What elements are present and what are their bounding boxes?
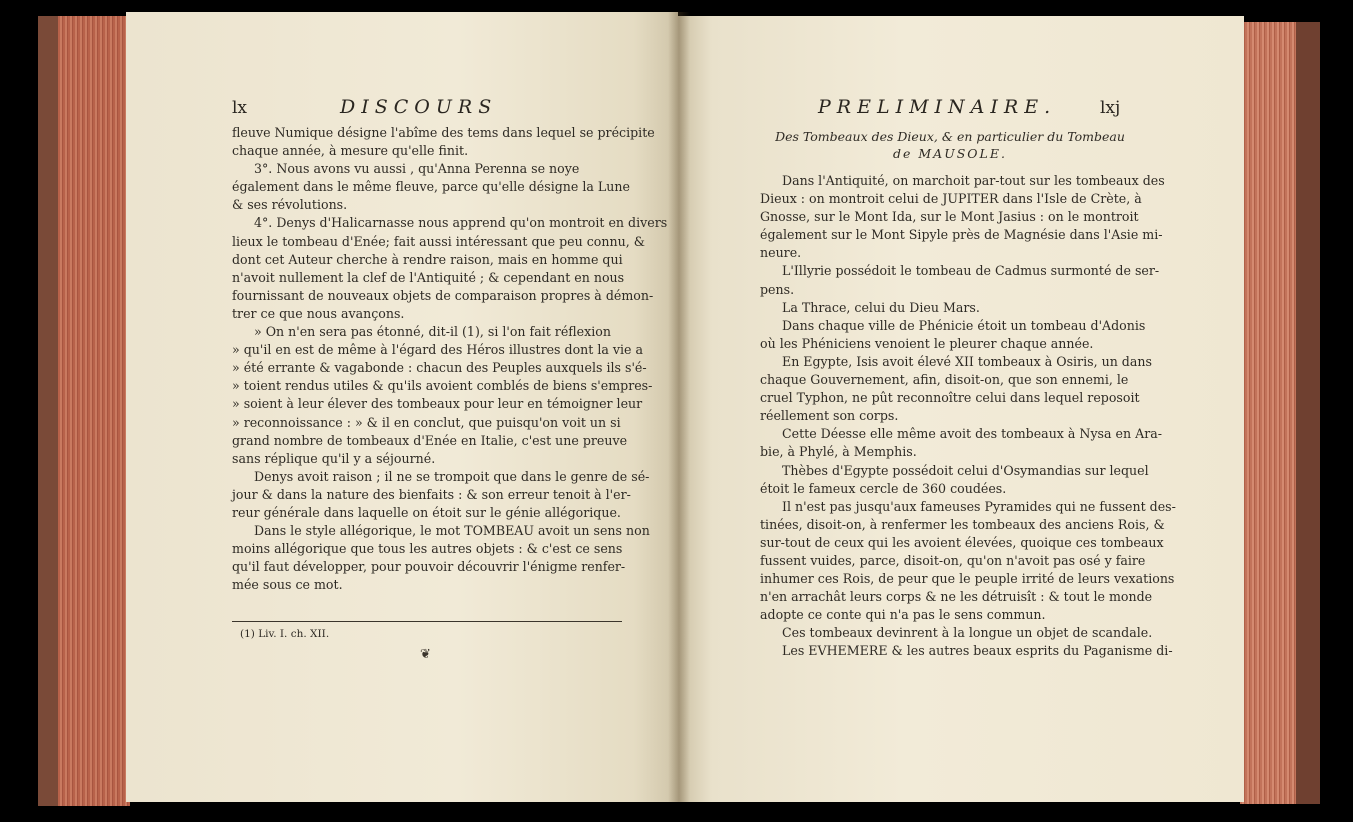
left-line: » reconnoissance : » & il en conclut, que puisqu'on voit un si — [232, 414, 621, 430]
section-title-line1: Des Tombeaux des Dieux, & en particulier du Tombeau — [775, 129, 1125, 144]
ornament-icon: ❦ — [420, 647, 431, 662]
right-line: L'Illyrie possédoit le tombeau de Cadmus surmonté de ser- — [782, 263, 1160, 279]
left-line: chaque année, à mesure qu'elle finit. — [232, 143, 469, 159]
left-page-number: lx — [232, 98, 248, 118]
left-line: sans réplique qu'il y a séjourné. — [232, 450, 436, 466]
right-line: bie, à Phylé, à Memphis. — [760, 444, 917, 460]
right-line: Ces tombeaux devinrent à la longue un objet de scandale. — [782, 625, 1153, 641]
right-running-head: PRELIMINAIRE. — [818, 96, 1057, 118]
left-line: Dans le style allégorique, le mot TOMBEAU avoit un sens non — [254, 523, 650, 539]
left-line: 3°. Nous avons vu aussi , qu'Anna Perenna se noye — [254, 161, 580, 177]
left-line: grand nombre de tombeaux d'Enée en Italie, c'est une preuve — [232, 432, 628, 448]
left-line: jour & dans la nature des bienfaits : & son erreur tenoit à l'er- — [232, 486, 631, 502]
footnote-rule — [232, 621, 622, 622]
left-line: » On n'en sera pas étonné, dit-il (1), si l'on fait réflexion — [254, 324, 611, 340]
right-cover — [1296, 22, 1320, 804]
right-line: pens. — [760, 281, 795, 297]
left-line: dont cet Auteur cherche à rendre raison, mais en homme qui — [232, 251, 623, 267]
right-line: fussent vuides, parce, disoit-on, qu'on n'avoit pas osé y faire — [760, 552, 1146, 568]
right-line: Thèbes d'Egypte possédoit celui d'Osymandias sur lequel — [782, 462, 1149, 478]
left-running-head: DISCOURS — [340, 96, 498, 118]
right-line: où les Phéniciens venoient le pleurer chaque année. — [760, 335, 1094, 351]
right-line: En Egypte, Isis avoit élevé XII tombeaux à Osiris, un dans — [782, 353, 1152, 369]
left-line: & ses révolutions. — [232, 197, 348, 213]
right-line: neure. — [760, 245, 802, 261]
left-line: moins allégorique que tous les autres objets : & c'est ce sens — [232, 541, 623, 557]
section-title-line2: de MAUSOLE. — [893, 146, 1007, 161]
right-line: chaque Gouvernement, afin, disoit-on, que son ennemi, le — [760, 372, 1129, 388]
right-page-edges — [1240, 22, 1300, 804]
left-line: lieux le tombeau d'Enée; fait aussi intéressant que peu connu, & — [232, 233, 645, 249]
right-line: n'en arrachât leurs corps & ne les détruisît : & tout le monde — [760, 589, 1153, 605]
right-line: tinées, disoit-on, à renfermer les tombeaux des anciens Rois, & — [760, 516, 1165, 532]
left-line: » toient rendus utiles & qu'ils avoient comblés de biens s'empres- — [232, 378, 653, 394]
right-line: Les EVHEMERE & les autres beaux esprits du Paganisme di- — [782, 643, 1173, 659]
left-line: 4°. Denys d'Halicarnasse nous apprend qu'on montroit en divers — [254, 215, 668, 231]
right-body-text — [760, 172, 1176, 661]
right-line: Cette Déesse elle même avoit des tombeaux à Nysa en Ara- — [782, 426, 1162, 442]
left-line: n'avoit nullement la clef de l'Antiquité ; & cependant en nous — [232, 269, 625, 285]
right-line: La Thrace, celui du Dieu Mars. — [782, 299, 980, 315]
right-line: inhumer ces Rois, de peur que le peuple irrité de leurs vexations — [760, 571, 1175, 587]
right-line: réellement son corps. — [760, 408, 899, 424]
left-body-text — [232, 124, 668, 594]
left-line: » qu'il en est de même à l'égard des Héros illustres dont la vie a — [232, 342, 643, 358]
right-line: sur-tout de ceux qui les avoient élevées, quoique ces tombeaux — [760, 534, 1164, 550]
left-cover — [38, 16, 58, 806]
right-line: adopte ce conte qui n'a pas le sens commun. — [760, 607, 1046, 623]
right-line: Gnosse, sur le Mont Ida, sur le Mont Jasius : on le montroit — [760, 209, 1139, 225]
right-page-number: lxj — [1100, 98, 1121, 118]
left-line: trer ce que nous avançons. — [232, 305, 405, 321]
right-line: également sur le Mont Sipyle près de Magnésie dans l'Asie mi- — [760, 227, 1163, 243]
book-gutter — [668, 12, 690, 802]
left-line: également dans le même fleuve, parce qu'elle désigne la Lune — [232, 179, 630, 195]
left-line: fournissant de nouveaux objets de comparaison propres à démon- — [232, 287, 654, 303]
left-line: mée sous ce mot. — [232, 577, 343, 593]
right-line: Dans l'Antiquité, on marchoit par-tout sur les tombeaux des — [782, 173, 1165, 188]
left-line: fleuve Numique désigne l'abîme des tems dans lequel se précipite — [232, 125, 655, 140]
left-line: qu'il faut développer, pour pouvoir découvrir l'énigme renfer- — [232, 559, 626, 575]
section-title — [760, 128, 1140, 162]
left-line: Denys avoit raison ; il ne se trompoit que dans le genre de sé- — [254, 468, 650, 484]
right-line: Dieux : on montroit celui de JUPITER dans l'Isle de Crète, à — [760, 191, 1142, 207]
right-line: étoit le fameux cercle de 360 coudées. — [760, 480, 1007, 496]
left-footnote: (1) Liv. I. ch. XII. — [240, 628, 330, 640]
left-line: » soient à leur élever des tombeaux pour leur en témoigner leur — [232, 396, 643, 412]
right-line: Dans chaque ville de Phénicie étoit un tombeau d'Adonis — [782, 317, 1146, 333]
left-line: » été errante & vagabonde : chacun des Peuples auxquels ils s'é- — [232, 360, 647, 376]
left-line: reur générale dans laquelle on étoit sur le génie allégorique. — [232, 504, 621, 520]
right-line: cruel Typhon, ne pût reconnoître celui dans lequel reposoit — [760, 390, 1140, 406]
right-line: Il n'est pas jusqu'aux fameuses Pyramides qui ne fussent des- — [782, 498, 1176, 514]
